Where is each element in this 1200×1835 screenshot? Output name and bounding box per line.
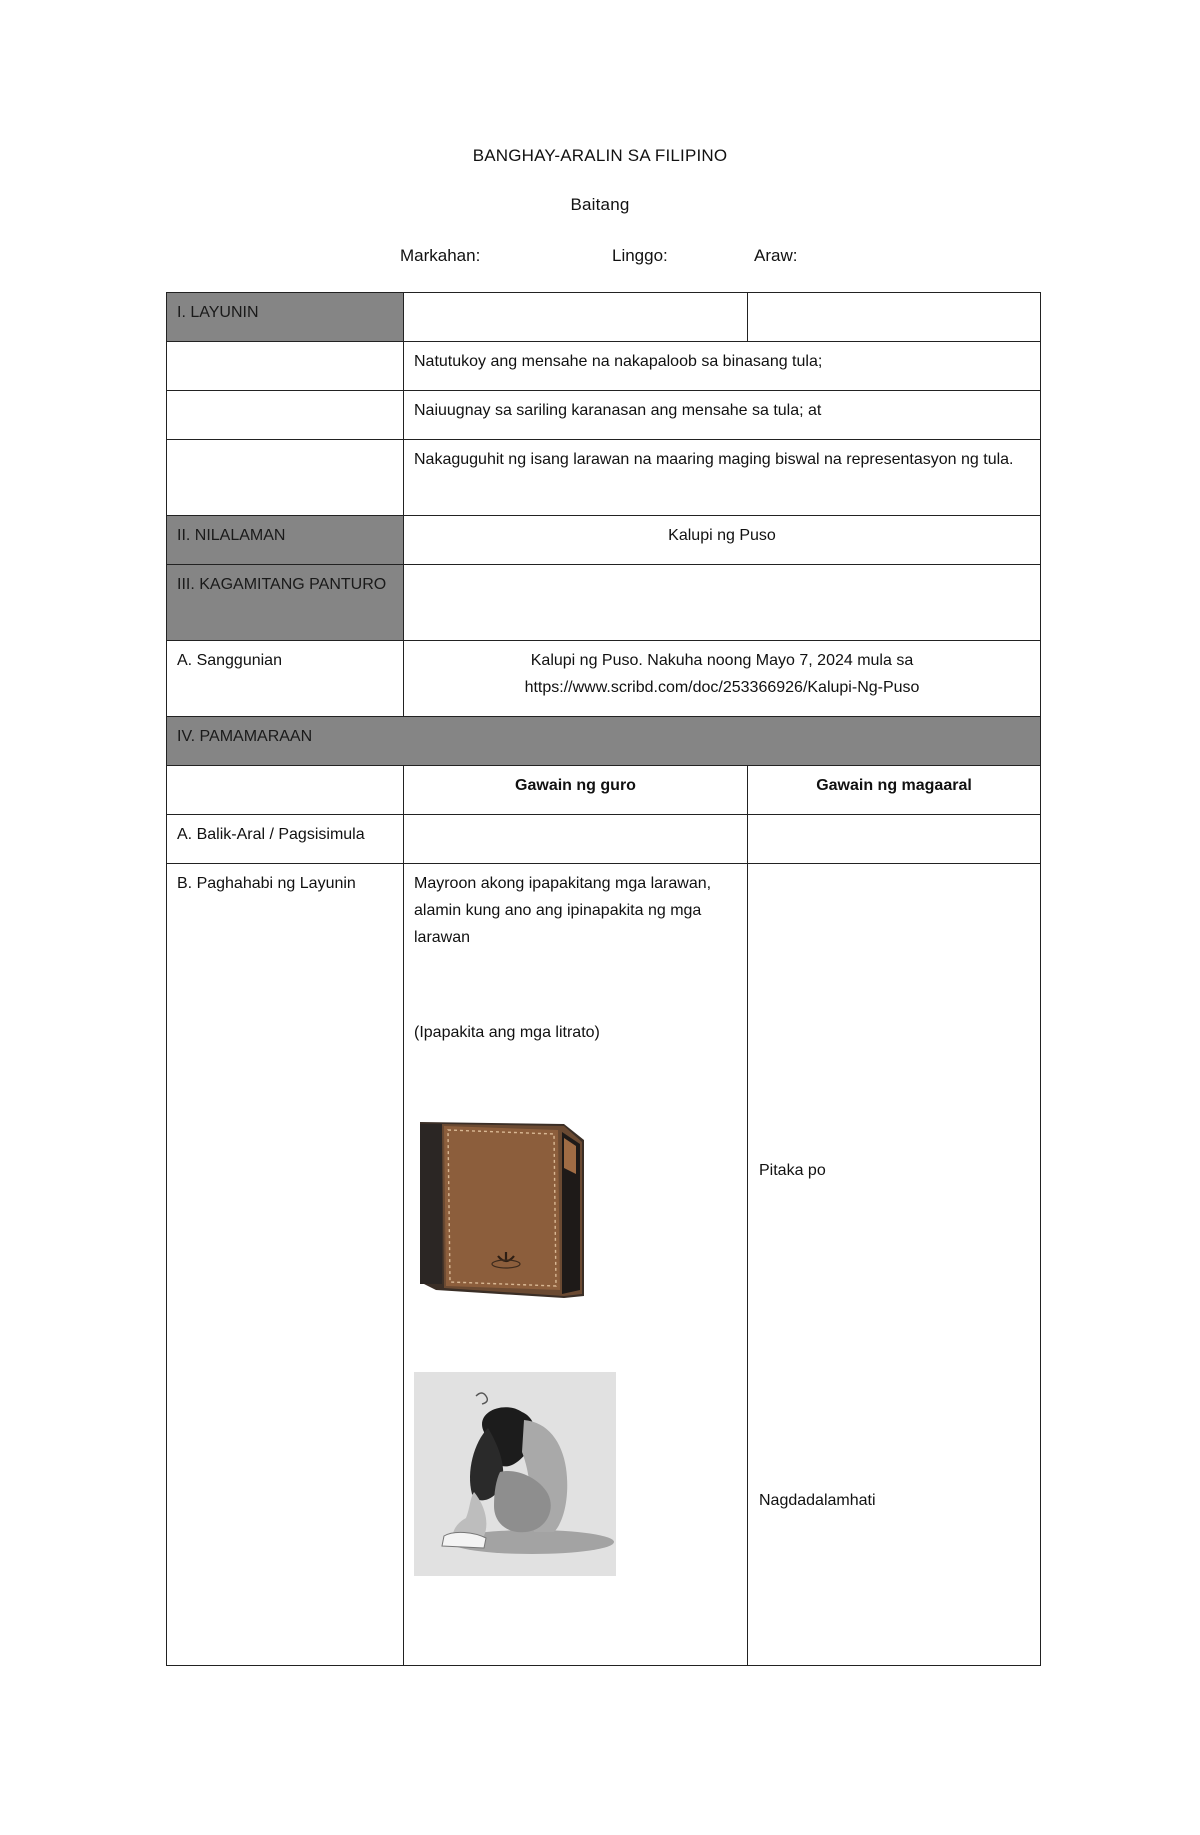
empty-cell: [167, 440, 404, 516]
teacher-note: (Ipapakita ang mga litrato): [414, 1024, 600, 1041]
week-label: Linggo:: [612, 246, 668, 265]
empty-cell: [167, 342, 404, 391]
empty-cell: [748, 293, 1041, 342]
empty-cell: [404, 815, 748, 864]
content-heading: II. NILALAMAN: [167, 516, 404, 565]
objective-item: Nakaguguhit ng isang larawan na maaring maging biswal na representasyon ng tula.: [404, 440, 1041, 516]
purpose-label: B. Paghahabi ng Layunin: [167, 864, 404, 1666]
objective-item: Naiuugnay sa sariling karanasan ang mensahe sa tula; at: [404, 391, 1041, 440]
objectives-heading: I. LAYUNIN: [167, 293, 404, 342]
wallet-image: [414, 1114, 590, 1304]
student-answer: Pitaka po: [759, 1162, 826, 1179]
empty-cell: [404, 293, 748, 342]
student-answer: Nagdadalamhati: [759, 1492, 876, 1509]
empty-cell: [404, 565, 1041, 641]
table-row: [167, 565, 1041, 641]
teacher-column-header: Gawain ng guro: [404, 766, 748, 815]
review-label: A. Balik-Aral / Pagsisimula: [167, 815, 404, 864]
lesson-plan-table: [166, 292, 1041, 1666]
student-column-header: Gawain ng magaaral: [748, 766, 1041, 815]
table-row: [167, 293, 1041, 342]
table-row: [167, 440, 1041, 516]
grade-label: Baitang: [570, 195, 630, 214]
quarter-label: Markahan:: [400, 246, 481, 265]
table-row: [167, 864, 1041, 1666]
document-title: BANGHAY-ARALIN SA FILIPINO: [472, 146, 728, 165]
reference-label: A. Sanggunian: [167, 641, 404, 717]
objective-item: Natutukoy ang mensahe na nakapaloob sa binasang tula;: [404, 342, 1041, 391]
table-row: [167, 815, 1041, 864]
empty-cell: [167, 766, 404, 815]
reference-cell: [404, 641, 1041, 717]
empty-cell: [748, 815, 1041, 864]
teacher-activity-cell: [404, 864, 748, 1666]
day-label: Araw:: [754, 246, 798, 265]
teacher-instruction: Mayroon akong ipapakitang mga larawan, alamin kung ano ang ipinapakita ng mga larawan: [414, 875, 712, 946]
content-value: Kalupi ng Puso: [404, 516, 1041, 565]
table-row: [167, 516, 1041, 565]
table-row: [167, 391, 1041, 440]
grieving-person-image: [414, 1372, 616, 1576]
procedure-heading: IV. PAMAMARAAN: [167, 717, 1041, 766]
table-row: [167, 717, 1041, 766]
table-row: [167, 641, 1041, 717]
reference-link[interactable]: https://www.scribd.com/doc/253366926/Kalupi-Ng-Puso: [524, 679, 920, 696]
materials-heading: III. KAGAMITANG PANTURO: [167, 565, 404, 641]
reference-citation: Kalupi ng Puso. Nakuha noong Mayo 7, 2024 mula sa: [530, 652, 914, 669]
student-activity-cell: [748, 864, 1041, 1666]
table-row: [167, 342, 1041, 391]
table-row: [167, 766, 1041, 815]
empty-cell: [167, 391, 404, 440]
